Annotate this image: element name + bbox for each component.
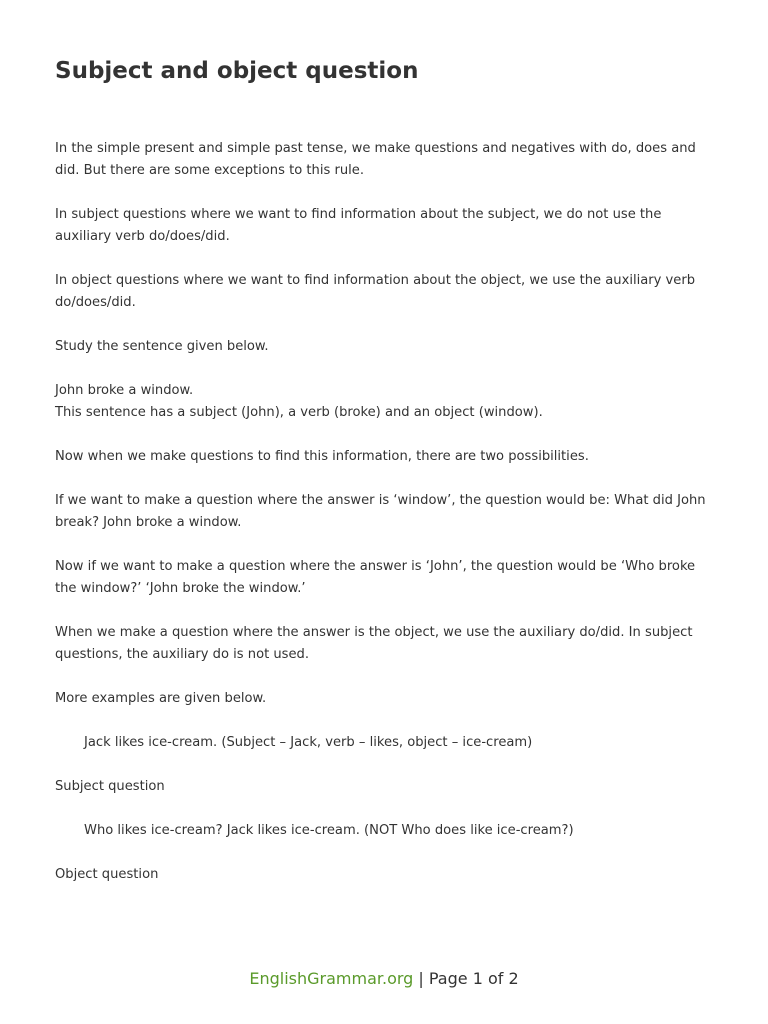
paragraph-auxiliary-rule: When we make a question where the answer is the object, we use the auxiliary do/did. In subject questions, the auxiliary do is not used. [55,625,693,662]
paragraph-subject-questions: In subject questions where we want to find information about the subject, we do not use the auxiliary verb do/does/did. [55,207,662,244]
heading-object-question: Object question [55,867,159,882]
paragraph-more-examples: More examples are given below. [55,691,267,706]
heading-subject-question: Subject question [55,779,165,794]
paragraph-study: Study the sentence given below. [55,339,269,354]
example-sentence: John broke a window. [55,383,194,398]
paragraph-window-answer: If we want to make a question where the answer is ‘window’, the question would be: What did John break? John broke a window. [55,493,706,530]
footer-site-link[interactable]: EnglishGrammar.org [249,969,414,988]
paragraph-object-questions: In object questions where we want to find information about the object, we use the auxiliary verb do/does/did. [55,273,696,310]
footer-separator: | [413,969,429,988]
paragraph-possibilities: Now when we make questions to find this information, there are two possibilities. [55,449,589,464]
example-jack: Jack likes ice-cream. (Subject – Jack, verb – likes, object – ice-cream) [84,735,533,750]
example-subject-question: Who likes ice-cream? Jack likes ice-cream. (NOT Who does like ice-cream?) [84,823,574,838]
paragraph-sentence-parts: This sentence has a subject (John), a verb (broke) and an object (window). [55,405,543,420]
document-body [55,138,720,908]
page-title: Subject and object question [55,58,419,84]
paragraph-john-answer: Now if we want to make a question where the answer is ‘John’, the question would be ‘Who broke the window?’ ‘John broke the window.’ [55,559,696,596]
paragraph-intro: In the simple present and simple past tense, we make questions and negatives with do, does and did. But there are some exceptions to this rule. [55,141,696,178]
footer-page-number: Page 1 of 2 [428,969,519,988]
page-footer [0,968,768,990]
